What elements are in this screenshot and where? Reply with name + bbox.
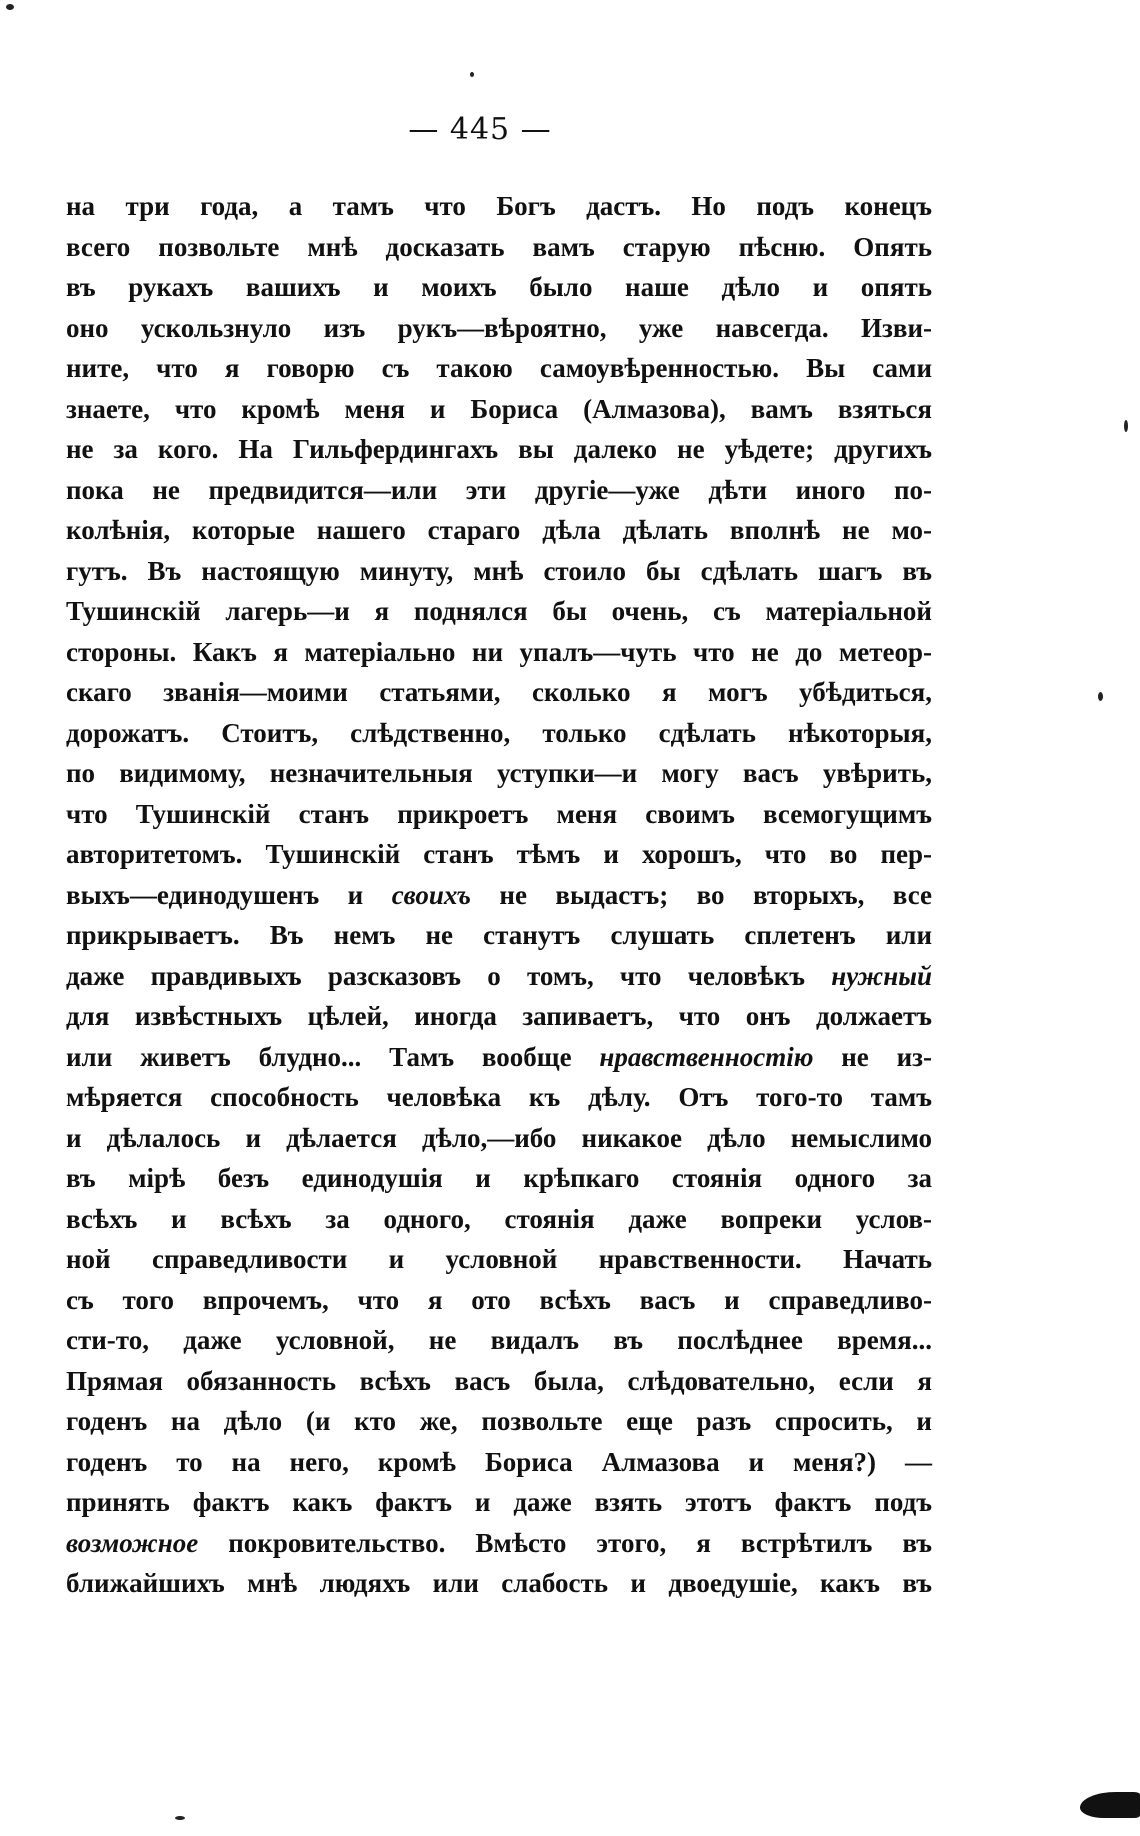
text-segment: всѣхъ и всѣхъ за одного, стоянія даже вопреки услов- [66,1203,932,1234]
text-line [66,996,932,1037]
text-line [66,1280,932,1321]
scan-speck [6,4,14,10]
text-segment: скаго званія—моими статьями, сколько я могъ убѣдиться, [66,677,932,707]
text-segment: Тушинскій лагерь—и я поднялся бы очень, съ матеріальной [66,596,932,626]
text-line [66,1482,932,1523]
text-line [66,1077,932,1118]
text-segment: знаете, что кромѣ меня и Бориса (Алмазова), вамъ взяться [66,393,932,424]
text-line [66,753,932,794]
text-segment: или живетъ блудно... Тамъ вообще [66,1041,600,1072]
text-segment: мѣряется способность человѣка къ дѣлу. Отъ того-то тамъ [66,1082,932,1112]
text-line [66,227,932,268]
text-segment: авторитетомъ. Тушинскій станъ тѣмъ и хорошъ, что во пер- [66,839,932,869]
emphasized-text: нравственностію [599,1041,814,1072]
text-line [66,186,932,227]
text-segment: и дѣлалось и дѣлается дѣло,—ибо никакое дѣло немыслимо [66,1122,932,1153]
text-segment: оно ускользнуло изъ рукъ—вѣроятно, уже навсегда. Изви- [66,312,932,343]
text-line [66,591,932,632]
text-line [66,1199,932,1240]
scan-speck [175,1816,185,1820]
text-line [66,1239,932,1280]
text-segment: годенъ на дѣло (и кто же, позвольте еще разъ спросить, и [66,1406,932,1436]
text-segment: не выдастъ; во вторыхъ, все [470,879,932,910]
text-segment: для извѣстныхъ цѣлей, иногда запиваетъ, что онъ должаетъ [66,1001,932,1031]
text-segment: съ того впрочемъ, что я ото всѣхъ васъ и справедливо- [66,1284,932,1315]
text-line [66,713,932,754]
text-segment: всего позвольте мнѣ досказать вамъ старую пѣсню. Опять [66,231,932,262]
text-line [66,510,932,551]
text-line [66,1158,932,1199]
text-line [66,470,932,511]
text-line [66,1523,932,1564]
text-segment: колѣнія, которые нашего стараго дѣла дѣлать вполнѣ не мо- [66,515,932,545]
text-line [66,875,932,916]
emphasized-text: своихъ [391,879,471,910]
text-line [66,915,932,956]
text-line [66,308,932,349]
text-segment: по видимому, незначительныя уступки—и могу васъ увѣрить, [66,758,932,788]
page-number: — 445 — [408,112,552,147]
text-line [66,672,932,713]
text-segment: на три года, а тамъ что Богъ дастъ. Но подъ конецъ [66,191,932,221]
text-line [66,1320,932,1361]
text-line [66,348,932,389]
text-segment: ближайшихъ мнѣ людяхъ или слабость и двоедушіе, какъ въ [66,1568,932,1598]
text-line [66,389,932,430]
text-segment: въ рукахъ вашихъ и моихъ было наше дѣло и опять [66,272,932,302]
emphasized-text: возможное [66,1527,199,1558]
text-line [66,1563,932,1604]
text-line [66,834,932,875]
text-segment: покровительство. Вмѣсто этого, я встрѣтилъ въ [198,1527,932,1558]
text-segment: не за кого. На Гильфердингахъ вы далеко не уѣдете; другихъ [66,434,932,464]
text-segment: годенъ то на него, кромѣ Бориса Алмазова и меня?) — [66,1446,932,1477]
text-segment: даже правдивыхъ разсказовъ о томъ, что человѣкъ [66,960,832,991]
body-text [66,186,932,1604]
text-line [66,551,932,592]
text-line [66,429,932,470]
text-line [66,1118,932,1159]
scan-speck [1098,692,1103,701]
text-segment: выхъ—единодушенъ и [66,879,392,910]
text-segment: пока не предвидится—или эти другіе—уже дѣти иного по- [66,474,932,505]
text-line [66,1401,932,1442]
scan-speck [1124,420,1128,432]
text-segment: гутъ. Въ настоящую минуту, мнѣ стоило бы сдѣлать шагъ въ [66,555,932,586]
text-line [66,1361,932,1402]
text-line [66,956,932,997]
scan-speck [470,72,474,77]
text-line [66,632,932,673]
text-segment: Прямая обязанность всѣхъ васъ была, слѣдовательно, если я [66,1365,932,1396]
text-line [66,1442,932,1483]
emphasized-text: нужный [831,960,932,991]
text-line [66,1037,932,1078]
text-line [66,267,932,308]
text-segment: сти-то, даже условной, не видалъ въ послѣднее время... [66,1325,932,1355]
text-segment: что Тушинскій станъ прикроетъ меня своимъ всемогущимъ [66,798,932,829]
text-segment: въ мірѣ безъ единодушія и крѣпкаго стоянія одного за [66,1163,932,1193]
scan-blot [1080,1792,1140,1818]
text-segment: не из- [813,1041,932,1072]
text-segment: ной справедливости и условной нравственности. Начать [66,1244,932,1274]
text-segment: ните, что я говорю съ такою самоувѣренностью. Вы сами [66,353,932,383]
text-segment: дорожатъ. Стоитъ, слѣдственно, только сдѣлать нѣкоторыя, [66,717,932,748]
text-segment: стороны. Какъ я матеріально ни упалъ—чуть что не до метеор- [66,636,932,667]
text-segment: принять фактъ какъ фактъ и даже взять этотъ фактъ подъ [66,1487,932,1517]
text-line [66,794,932,835]
text-segment: прикрываетъ. Въ немъ не станутъ слушать сплетенъ или [66,920,932,950]
